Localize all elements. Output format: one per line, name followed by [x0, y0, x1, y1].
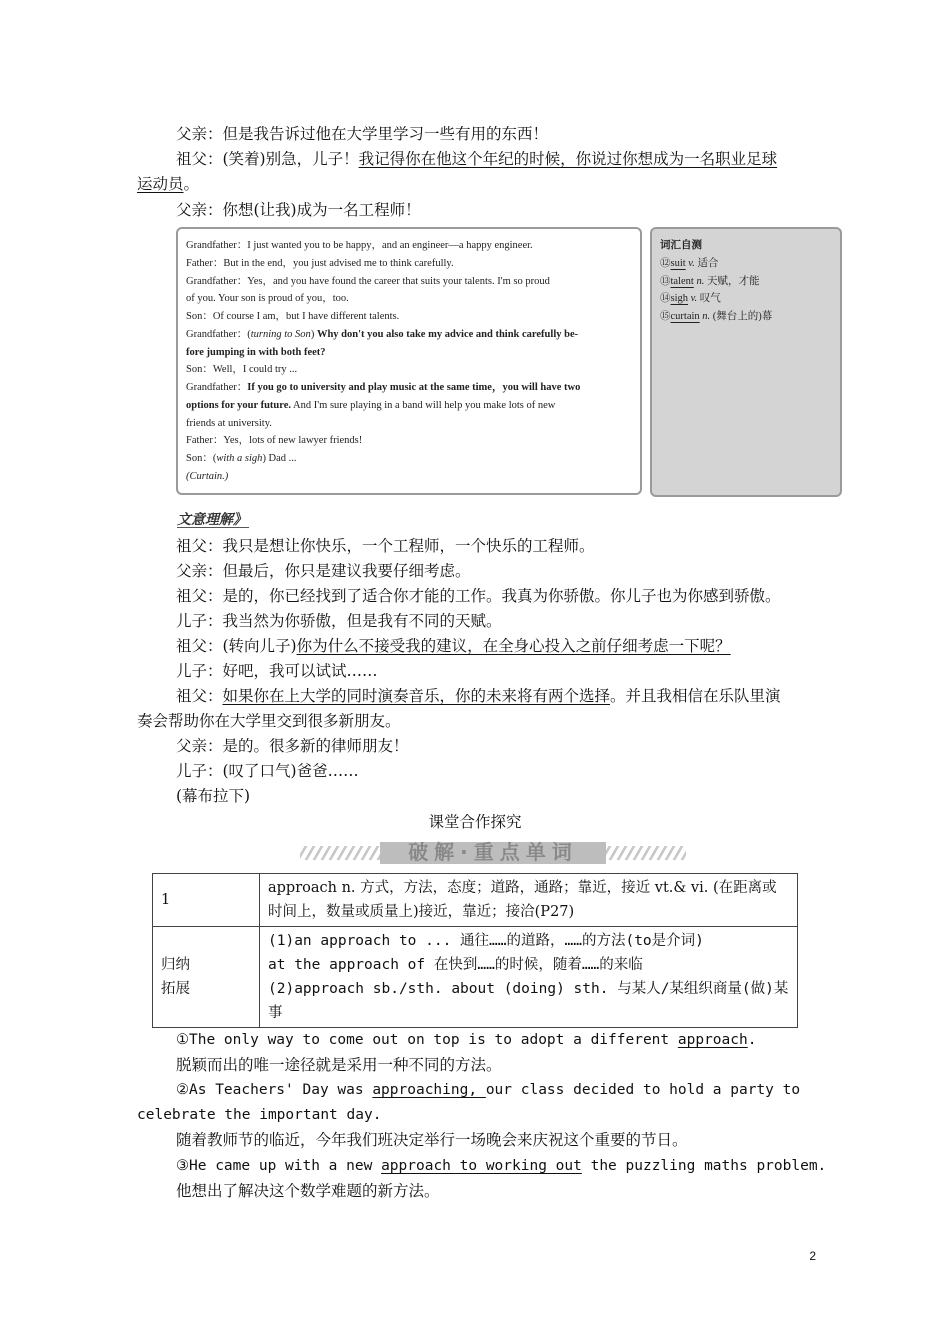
dialog-line: (Curtain.): [186, 471, 229, 482]
example-line: ③He came up with a new approach to working out the puzzling maths problem.: [176, 1158, 827, 1174]
text-line: 父亲：你想(让我)成为一名工程师！: [176, 201, 421, 219]
dialog-line: of you. Your son is proud of you，too.: [186, 293, 349, 304]
table-cell: [260, 927, 798, 1028]
dialog-line: Father：Yes，lots of new lawyer friends!: [186, 435, 363, 446]
text-line: 父亲：但最后，你只是建议我要仔细考虑。: [176, 562, 471, 580]
text-line: 儿子：我当然为你骄傲，但是我有不同的天赋。: [176, 612, 502, 630]
table-row: [153, 927, 798, 1028]
dialog-line: Father：But in the end，you just advised me to think carefully.: [186, 258, 454, 269]
table-row: [153, 874, 798, 927]
dialog-line: Grandfather：I just wanted you to be happy，and an engineer—a happy engineer.: [186, 240, 533, 251]
dialog-line: options for your future. And I'm sure playing in a band will help you make lots of new: [186, 400, 556, 411]
example-line: 他想出了解决这个数学难题的新方法。: [176, 1182, 440, 1200]
example-line: celebrate the important day.: [137, 1107, 382, 1123]
page-number: 2: [809, 1249, 816, 1263]
text-line: 父亲：但是我告诉过他在大学里学习一些有用的东西！: [176, 125, 549, 143]
table-line: (1)an approach to ... 通往……的道路，……的方法(to是介词): [268, 933, 704, 949]
example-line: ②As Teachers' Day was approaching, our class decided to hold a party to: [176, 1082, 801, 1098]
vocab-item: ⑫suit v. 适合: [660, 258, 719, 269]
class-title: 课堂合作探究: [428, 813, 522, 831]
section-underline: [177, 527, 249, 528]
table-line: (2)approach sb./sth. about (doing) sth. 与某人/某组织商量(做)某事: [268, 981, 789, 1021]
text-line: 祖父：是的，你已经找到了适合你才能的工作。我真为你骄傲。你儿子也为你感到骄傲。: [176, 587, 781, 605]
table-cell: 1: [153, 874, 260, 927]
text-line: 祖父：(笑着)别急，儿子！我记得你在他这个年纪的时候，你说过你想成为一名职业足球: [176, 150, 778, 168]
text-line: 祖父：(转向儿子)你为什么不接受我的建议，在全身心投入之前仔细考虑一下呢？: [176, 637, 731, 655]
example-line: ①The only way to come out on top is to adopt a different approach.: [176, 1032, 757, 1048]
text-line: 父亲：是的。很多新的律师朋友！: [176, 737, 409, 755]
text-line: 奏会帮助你在大学里交到很多新朋友。: [137, 712, 401, 730]
dialog-line: Son：Well，I could try ...: [186, 364, 298, 375]
text-line: 运动员。: [137, 175, 200, 193]
dialog-line: Grandfather：If you go to university and play music at the same time，you will have two: [186, 382, 581, 393]
definition-table: [152, 873, 798, 1028]
banner-text: 破解·重点单词: [408, 840, 578, 864]
vocab-title: 词汇自测: [660, 240, 702, 251]
vocab-item: ⑮curtain n. (舞台上的)幕: [660, 311, 773, 322]
text-line: 儿子：(叹了口气)爸爸……: [176, 762, 359, 780]
table-cell: approach n. 方式，方法，态度；道路，通路；靠近，接近 vt.& vi. (在距离或时间上，数量或质量上)接近，靠近；接洽(P27): [260, 874, 798, 927]
vocab-item: ⑭sigh v. 叹气: [660, 293, 721, 304]
text-line: (幕布拉下): [176, 787, 251, 805]
banner: [300, 840, 686, 866]
table-line: at the approach of 在快到……的时候，随着……的来临: [268, 957, 643, 973]
example-line: 随着教师节的临近，今年我们班决定举行一场晚会来庆祝这个重要的节日。: [176, 1131, 688, 1149]
section-heading: 文意理解》: [177, 511, 247, 527]
dialog-line: Grandfather：(turning to Son) Why don't you also take my advice and think carefully be-: [186, 329, 579, 340]
dialog-line: Son：Of course I am，but I have different talents.: [186, 311, 400, 322]
dialog-line: Son：(with a sigh) Dad ...: [186, 453, 297, 464]
table-cell: 归纳拓展: [153, 927, 260, 1028]
text-line: 祖父：如果你在上大学的同时演奏音乐，你的未来将有两个选择。并且我相信在乐队里演: [176, 687, 781, 705]
dialog-line: Grandfather：Yes，and you have found the career that suits your talents. I'm so proud: [186, 276, 550, 287]
dialog-line: fore jumping in with both feet?: [186, 347, 326, 358]
text-line: 儿子：好吧，我可以试试……: [176, 662, 378, 680]
vocab-item: ⑬talent n. 天赋，才能: [660, 276, 760, 287]
text-line: 祖父：我只是想让你快乐，一个工程师，一个快乐的工程师。: [176, 537, 595, 555]
example-line: 脱颖而出的唯一途径就是采用一种不同的方法。: [176, 1056, 502, 1074]
dialog-line: friends at university.: [186, 418, 272, 429]
